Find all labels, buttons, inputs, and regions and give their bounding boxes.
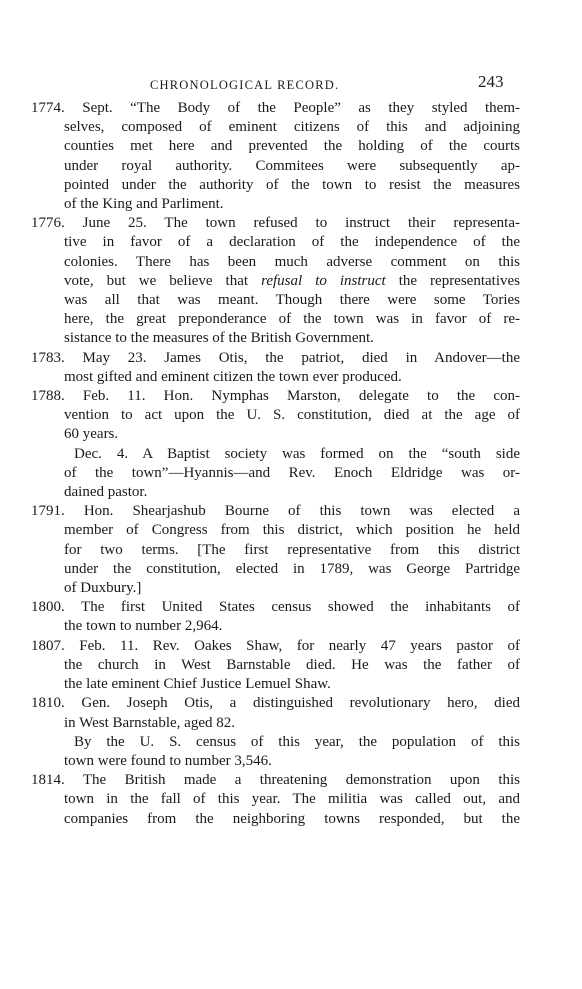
text-line: 1776. June 25. The town refused to instruct their representa-: [31, 215, 520, 232]
entry-1807: [31, 637, 520, 695]
entry-1774: [31, 99, 520, 214]
text-line: dained pastor.: [64, 484, 148, 501]
text-line: under the constitution, elected in 1789, was George Partridge: [64, 560, 520, 577]
entry-1788-dec: [31, 445, 520, 503]
chronology-text: [31, 99, 520, 829]
text-line: 1791. Hon. Shearjashub Bourne of this town was elected a: [31, 503, 520, 520]
entry-1810-census: [31, 733, 520, 771]
entry-1776: [31, 214, 520, 348]
text-line: 60 years.: [64, 426, 119, 443]
text-line: was all that was meant. Though there were some Tories: [64, 292, 520, 309]
text-line: counties met here and prevented the holding of the courts: [64, 138, 520, 155]
text-line: companies from the neighboring towns responded, but the: [64, 810, 520, 827]
text-line: tive in favor of a declaration of the independence of the: [64, 234, 520, 251]
text-line: under royal authority. Commitees were subsequently ap-: [64, 157, 520, 174]
text-line: town were found to number 3,546.: [64, 752, 272, 769]
text-line: town in the fall of this year. The militia was called out, and: [64, 791, 520, 808]
text-line: the church in West Barnstable died. He was the father of: [64, 656, 520, 673]
text-line: the late eminent Chief Justice Lemuel Shaw.: [64, 676, 331, 693]
text-line: the town to number 2,964.: [64, 618, 223, 635]
text-line: here, the great preponderance of the town was in favor of re-: [64, 311, 520, 328]
text-line: By the U. S. census of this year, the population of this: [74, 733, 520, 750]
entry-1791: [31, 502, 520, 598]
text-line: of the town”—Hyannis—and Rev. Enoch Eldridge was or-: [64, 464, 520, 481]
text-line: of Duxbury.]: [64, 580, 142, 597]
text-line: of the King and Parliment.: [64, 196, 224, 213]
text-line: most gifted and eminent citizen the town ever produced.: [64, 368, 402, 385]
entry-1800: [31, 598, 520, 636]
text-line: for two terms. [The first representative from this district: [64, 541, 520, 558]
text-line: 1810. Gen. Joseph Otis, a distinguished revolutionary hero, died: [31, 695, 520, 712]
entry-1810: [31, 694, 520, 732]
text-line: Dec. 4. A Baptist society was formed on the “south side: [74, 445, 520, 462]
text-line: 1788. Feb. 11. Hon. Nymphas Marston, delegate to the con-: [31, 388, 520, 405]
italic-phrase: refusal to instruct: [261, 272, 386, 289]
page-header: [0, 72, 582, 94]
entry-1814: [31, 771, 520, 829]
page-number: 243: [478, 72, 504, 91]
text-line: in West Barnstable, aged 82.: [64, 714, 235, 731]
text-line: vention to act upon the U. S. constitution, died at the age of: [64, 407, 520, 424]
text-line: 1800. The first United States census showed the inhabitants of: [31, 599, 520, 616]
text-line: selves, composed of eminent citizens of this and adjoining: [64, 119, 520, 136]
text-line-with-italic: [31, 272, 520, 291]
text-line: 1774. Sept. “The Body of the People” as they styled them-: [31, 100, 520, 116]
text-line: 1807. Feb. 11. Rev. Oakes Shaw, for nearly 47 years pastor of: [31, 637, 520, 654]
text-line: sistance to the measures of the British Government.: [64, 330, 374, 347]
text-line: colonies. There has been much adverse comment on this: [64, 253, 520, 270]
text-line: 1814. The British made a threatening demonstration upon this: [31, 772, 520, 789]
entry-1783: [31, 349, 520, 387]
text-line: 1783. May 23. James Otis, the patriot, died in Andover—the: [31, 349, 520, 366]
text-line: member of Congress from this district, which position he held: [64, 522, 520, 539]
entry-1788: [31, 387, 520, 445]
text-segment: vote, but we believe that: [64, 272, 249, 289]
running-head: CHRONOLOGICAL RECORD.: [150, 78, 340, 92]
text-segment: the representatives: [385, 272, 520, 289]
text-line: pointed under the authority of the town to resist the measures: [64, 176, 520, 193]
